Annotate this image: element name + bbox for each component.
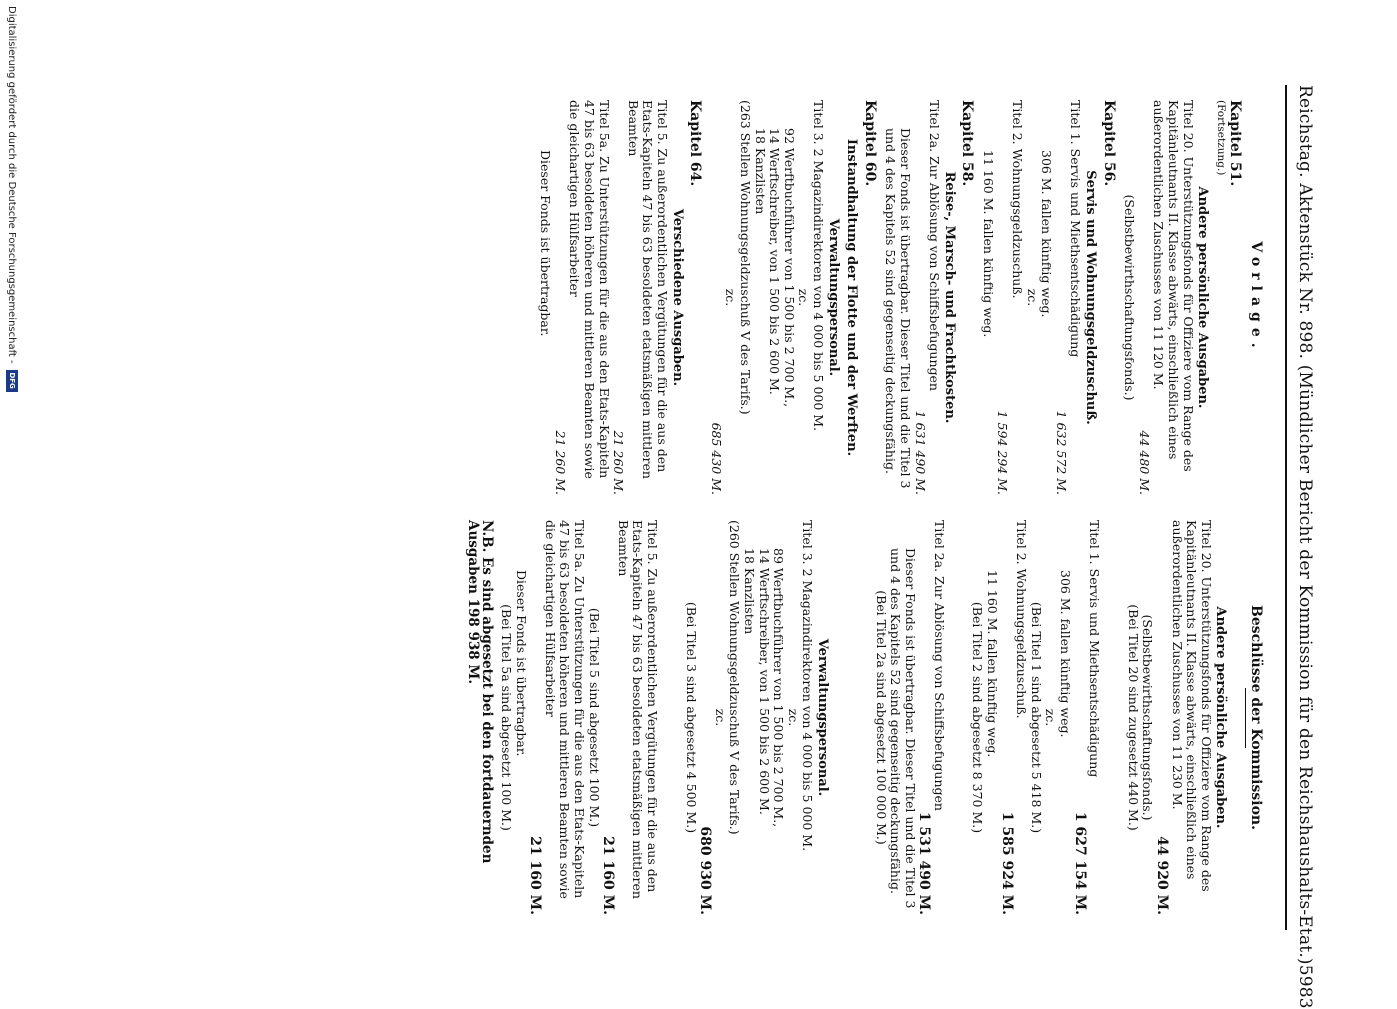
chapter-heading: Kapitel 56. (1100, 100, 1117, 187)
nota-bene: N.B. Es sind abgesetzt bei den fortdauernden Ausgaben 198 938 M. (464, 520, 496, 864)
title-text: Titel 20. Unterstützungsfonds für Offiziere vom Range des Kapitänleutnants II. Klasse abwärts, einschließlich eines außerordentlichen Zuschusses von 11 120 M. (1151, 100, 1196, 472)
amount: 44 920 M. (1154, 836, 1171, 915)
title-text: Titel 5. Zu außerordentlichen Vergütungen für die aus den Etats-Kapiteln 47 bis 63 besoldeten etatsmäßigen mittleren Beamten (625, 100, 671, 479)
title-text: Titel 20. Unterstützungsfonds für Offiziere vom Range des Kapitänleutnants II. Klasse abwärts, einschließlich eines außerordentlichen Zuschusses von 11 230 M. (1169, 520, 1214, 892)
page-number: 5983 (1295, 964, 1315, 1009)
column-heading: Vorlage. (1248, 241, 1264, 354)
chapter-heading: Kapitel 51. (1227, 100, 1244, 187)
section-heading: Servis und Wohnungsgeldzuschuß. (1083, 170, 1099, 425)
amount: 1 632 572 M. (1053, 410, 1069, 495)
title-text: Titel 1. Servis und Miethsentschädigung (1068, 100, 1084, 358)
etc-mark: zc. (796, 288, 812, 307)
etc-mark: zc. (785, 708, 801, 727)
title-text: Titel 2. Wohnungsgeldzuschuß. (1010, 100, 1026, 299)
title-text: Titel 1. Servis und Miethsentschädigung (1087, 520, 1103, 778)
title-text: Titel 5a. Zu Unterstützungen für die aus den Etats-Kapiteln 47 bis 63 besoldeten höheren und mittleren Beamten sowie die gleichartigen Hülfsarbeiter (567, 100, 612, 479)
amount: 21 260 M. (552, 430, 568, 495)
title-text: Titel 2a. Zur Ablösung von Schiffsbefugungen (927, 100, 943, 391)
amount: 680 930 M. (697, 826, 714, 915)
title-text: Titel 3. 2 Magazindirektoren von 4 000 bis 5 000 M. (800, 520, 816, 852)
staff-total: (260 Stellen Wohnungsgeldzuschuß V des Tarifs.) (727, 520, 743, 835)
change-note: (Bei Titel 20 sind zugesetzt 440 M.) (1125, 604, 1141, 831)
amount: 44 480 M. (1136, 430, 1152, 495)
column-beschluesse (465, 520, 1267, 915)
digitization-footer (6, 0, 18, 1006)
change-note: (Bei Titel 1 sind abgesetzt 5 418 M.) (1028, 601, 1044, 834)
note: Dieser Fonds ist übertragbar. Dieser Titel und die Titel 3 und 4 des Kapitels 52 sind gegenseitig deckungsfähig. (883, 128, 913, 489)
header-title: Reichstag. Aktenstück Nr. 898. (Mündlicher Bericht der Kommission für den Reichshaushalts-Etat.) (1295, 85, 1315, 965)
staff-line: 92 Werftbuchführer von 1 500 bis 2 700 M., (781, 128, 797, 408)
section-heading: Verschiedene Ausgaben. (669, 208, 685, 387)
staff-line: 18 Kanzlisten (741, 548, 757, 635)
title-text: Titel 2a. Zur Ablösung von Schiffsbefugungen (931, 520, 947, 811)
staff-line: 18 Kanzlisten (752, 128, 768, 215)
note: (Selbstbewirthschaftungsfonds.) (1140, 614, 1156, 821)
section-heading: Andere persönliche Ausgaben. (1213, 606, 1229, 829)
change-note: (Bei Titel 5a sind abgesetzt 100 M.) (499, 604, 515, 831)
subsection-heading: Verwaltungspersonal. (825, 218, 841, 377)
chapter-heading: Kapitel 60. (861, 100, 878, 187)
amount: 21 260 M. (611, 430, 627, 495)
note: Dieser Fonds ist übertragbar. Dieser Titel und die Titel 3 und 4 des Kapitels 52 sind gegenseitig deckungsfähig. (888, 548, 918, 909)
amount: 1 585 924 M. (998, 811, 1015, 915)
etc-mark: zc. (1024, 288, 1040, 307)
change-note: (Bei Titel 2 sind abgesetzt 8 370 M.) (970, 601, 986, 834)
note: 306 M. fallen künftig weg. (1039, 150, 1055, 318)
etc-mark: zc. (712, 708, 728, 727)
change-note: (Bei Titel 3 sind abgesetzt 4 500 M.) (683, 601, 699, 834)
footer-text: Digitalisierung gefördert durch die Deutsche Forschungsgemeinschaft - (6, 6, 18, 364)
amount: 1 594 294 M. (995, 410, 1011, 495)
note: 11 160 M. fallen künftig weg. (980, 150, 996, 338)
staff-line: 89 Werftbuchführer von 1 500 bis 2 700 M., (771, 548, 787, 828)
subsection-heading: Verwaltungspersonal. (814, 638, 830, 797)
chapter-subtitle: (Fortsetzung.) (1214, 100, 1227, 176)
heading-rule (1245, 688, 1246, 748)
column-heading: Beschlüsse der Kommission. (1248, 605, 1264, 830)
spacer (659, 520, 683, 915)
spacer (833, 520, 873, 915)
title-text: Titel 3. 2 Magazindirektoren von 4 000 bis 5 000 M. (810, 100, 826, 432)
change-note: (Bei Titel 5 sind abgesetzt 100 M.) (586, 607, 602, 828)
note: (Selbstbewirthschaftungsfonds.) (1122, 194, 1138, 401)
column-vorlage (538, 100, 1267, 495)
amount: 21 160 M. (600, 836, 617, 915)
amount: 685 430 M. (708, 422, 724, 495)
change-note: (Bei Titel 2a sind abgesetzt 100 000 M.) (873, 590, 889, 845)
note: 306 M. fallen künftig weg. (1058, 570, 1074, 738)
amount: 1 531 490 M. (916, 811, 933, 915)
amount: 21 160 M. (527, 836, 544, 915)
amount: 1 631 490 M. (912, 410, 928, 495)
spacer (1231, 520, 1243, 915)
page-header (1295, 85, 1315, 1009)
section-heading: Andere persönliche Ausgaben. (1195, 186, 1211, 409)
chapter-heading: Kapitel 64. (687, 100, 704, 187)
spacer (946, 520, 970, 915)
note: Dieser Fonds ist übertragbar. (513, 570, 529, 757)
spacer (1101, 520, 1125, 915)
note: 11 160 M. fallen künftig weg. (985, 570, 1001, 758)
staff-line: 14 Werftschreiber, von 1 500 bis 2 600 M. (767, 128, 783, 395)
staff-line: 14 Werftschreiber, von 1 500 bis 2 600 M. (756, 548, 772, 815)
dfg-logo: DFG (6, 370, 18, 392)
etc-mark: zc. (1043, 708, 1059, 727)
section-heading: Reise-, Marsch- und Frachtkosten. (941, 171, 957, 424)
chapter-heading: Kapitel 58. (959, 100, 976, 187)
note: Dieser Fonds ist übertragbar. (538, 150, 554, 337)
section-heading: Instandhaltung der Flotte und der Werften. (844, 138, 860, 457)
amount: 1 627 154 M. (1071, 811, 1088, 915)
header-rule (1285, 85, 1287, 930)
staff-total: (263 Stellen Wohnungsgeldzuschuß V des Tarifs.) (738, 100, 753, 415)
title-text: Titel 5. Zu außerordentlichen Vergütungen für die aus den Etats-Kapiteln 47 bis 63 besoldeten etatsmäßigen mittleren Beamten (615, 520, 660, 899)
etc-mark: zc. (723, 288, 739, 307)
title-text: Titel 2. Wohnungsgeldzuschuß. (1014, 520, 1030, 719)
title-text: Titel 5a. Zu Unterstützungen für die aus den Etats-Kapiteln 47 bis 63 besoldeten höheren und mittleren Beamten sowie die gleichartigen Hülfsarbeiter (542, 520, 588, 899)
